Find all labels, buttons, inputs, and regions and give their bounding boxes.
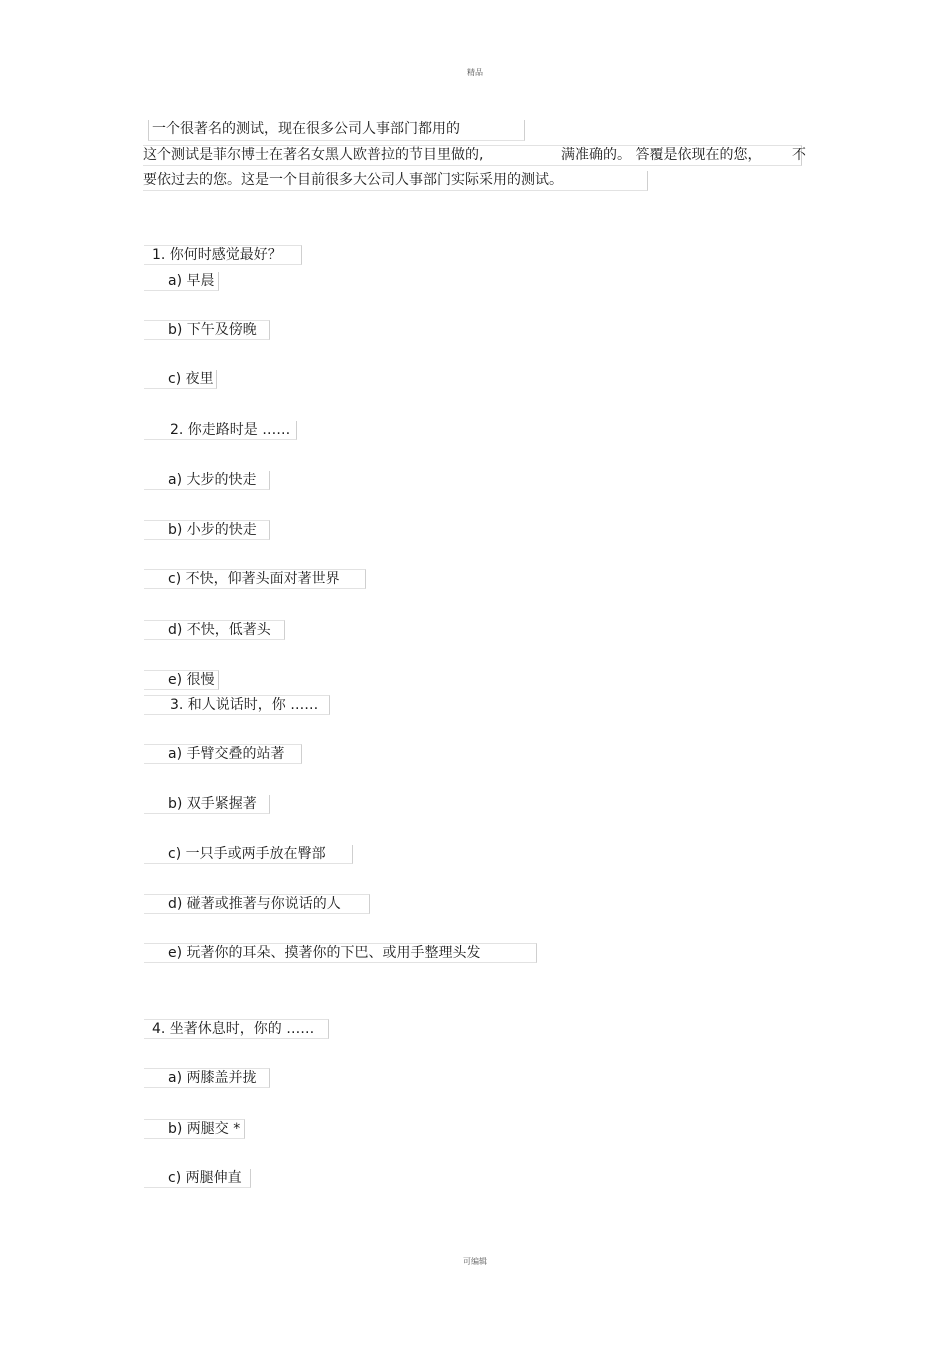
intro-p1-part3: 不 bbox=[792, 147, 806, 163]
question-4-option-c: c) 两腿伸直 bbox=[144, 1169, 251, 1188]
question-2-option-c: c) 不快，仰著头面对著世界 bbox=[144, 569, 366, 589]
question-3-label: 3. 和人说话时，你 …… bbox=[144, 695, 330, 715]
question-2-option-b: b) 小步的快走 bbox=[144, 520, 270, 540]
question-4-option-b: b) 两腿交 * bbox=[144, 1119, 245, 1139]
question-3-option-d: d) 碰著或推著与你说话的人 bbox=[144, 894, 370, 914]
question-1-label: 1. 你何时感觉最好？ bbox=[144, 245, 302, 265]
page-footer: 可编辑 bbox=[463, 1257, 487, 1266]
question-3-option-c: c) 一只手或两手放在臀部 bbox=[144, 845, 353, 864]
question-2-option-d: d) 不快，低著头 bbox=[144, 620, 285, 640]
question-3-option-b: b) 双手紧握著 bbox=[144, 795, 270, 814]
intro-paragraph-line-1 bbox=[143, 145, 806, 166]
question-3-option-a: a) 手臂交叠的站著 bbox=[144, 744, 302, 764]
question-1-option-c: c) 夜里 bbox=[144, 370, 217, 389]
question-4-label: 4. 坐著休息时，你的 …… bbox=[144, 1019, 329, 1039]
question-1-option-b: b) 下午及傍晚 bbox=[144, 320, 270, 340]
question-2-label: 2. 你走路时是 …… bbox=[144, 421, 297, 440]
intro-p1-part1: 这个测试是菲尔博士在著名女黑人欧普拉的节目里做的, bbox=[143, 147, 484, 163]
question-4-option-a: a) 两膝盖并拢 bbox=[144, 1068, 270, 1088]
intro-paragraph-line-2: 要依过去的您。这是一个目前很多大公司人事部门实际采用的测试。 bbox=[143, 171, 648, 191]
intro-p1-part2: 满准确的。 答覆是依现在的您， bbox=[561, 147, 762, 163]
page-header: 精品 bbox=[467, 68, 483, 77]
question-2-option-a: a) 大步的快走 bbox=[144, 471, 270, 490]
question-1-option-a: a) 早晨 bbox=[144, 272, 219, 291]
question-2-option-e: e) 很慢 bbox=[144, 670, 219, 690]
question-3-option-e: e) 玩著你的耳朵、摸著你的下巴、或用手整理头发 bbox=[144, 943, 537, 963]
intro-title: 一个很著名的测试，现在很多公司人事部门都用的 bbox=[148, 120, 525, 141]
